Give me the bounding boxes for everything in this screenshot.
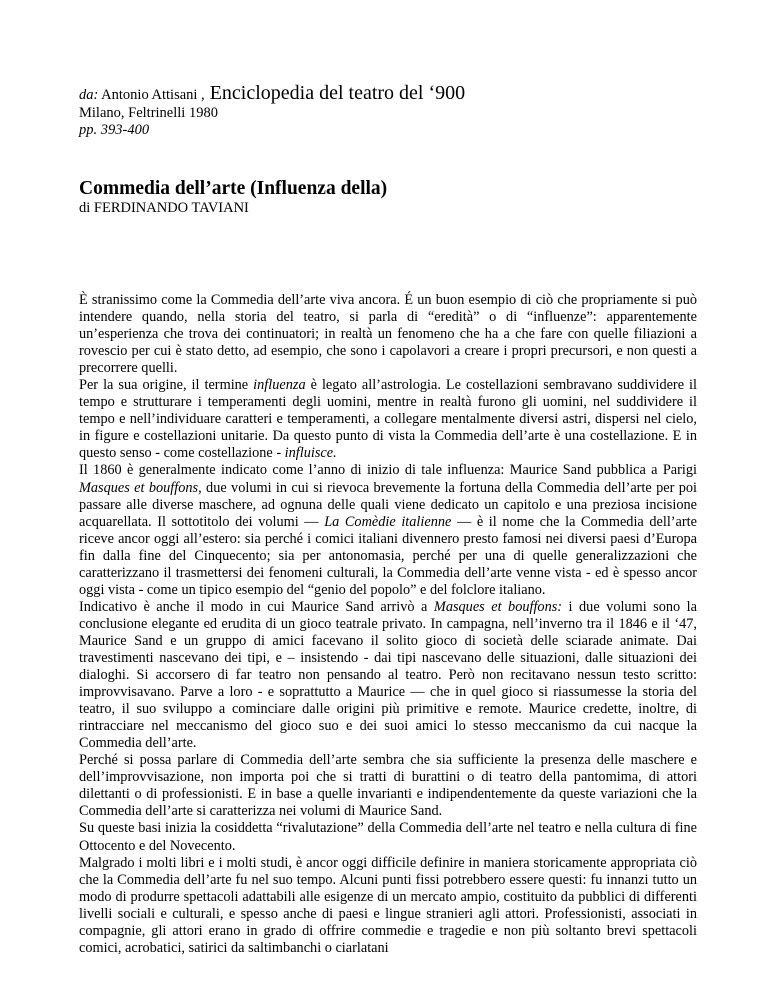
paragraph [79, 855, 697, 957]
text-segment: Il 1860 è generalmente indicato come l’anno di inizio di tale influenza: Maurice Sand pubblica a Parigi [79, 462, 697, 479]
article-title: Commedia dell’arte (Influenza della) [79, 178, 388, 199]
text-segment: — è il nome che la Commedia dell’arte riceve ancor oggi all’estero: sia perché i comici italiani divennero presto famosi nei diversi paesi d’Europa fin dalla fine del Cinquecento; sia per antonomasia, perché per una di quelle generalizzazioni che caratterizzano il trasmettersi dei fenomeni culturali, la Commedia dell’arte venne vista - ed è spesso ancor oggi vista - come un tipico esempio del “genio del popolo” e del folclore italiano. [79, 513, 697, 598]
source-pages: pp. 393-400 [79, 122, 150, 138]
paragraph [79, 752, 697, 820]
article-body [79, 292, 697, 957]
source-author: Antonio Attisani , [98, 87, 205, 103]
source-author-line [79, 83, 699, 105]
paragraph [79, 820, 697, 854]
italic-text: influisce. [284, 445, 337, 462]
paragraph [79, 292, 697, 377]
text-segment: Malgrado i molti libri e i molti studi, è ancor oggi difficile definire in maniera storicamente appropriata ciò che la Commedia dell’arte fu nel suo tempo. Alcuni punti fissi potrebbero essere questi: fu innanzi tutto un modo di produrre spettacoli adattabili alle esigenze di un mercato ampio, costituito da pubblici di differenti livelli sociali e culturali, e spesso anche di paesi e lingue stranieri agli attori. Professionisti, associati in compagnie, gli attori erano in grado di offrire commedie e tragedie e non più soltanto brevi spettacoli comici, acrobatici, satirici da saltimbanchi o ciarlatani [79, 854, 697, 956]
italic-text: Masques et bouffons, [79, 479, 202, 496]
text-segment: i due volumi sono la conclusione elegante ed erudita di un gioco teatrale privato. In campagna, nell’inverno tra il 1846 e il ‘47, Maurice Sand e un gruppo di amici facevano il solito gioco di società delle sciarade animate. Dai travestimenti nascevano dei tipi, e – insistendo - dai tipi nascevano delle situazioni, dalle situazioni dei dialoghi. Si accorsero di far teatro non pensando al teatro. Però non recitavano nessun testo scritto: improvvisavano. Parve a loro - e soprattutto a Maurice — che in quel gioco si riassumesse la storia del teatro, il suo sviluppo a cominciare dalle origini più primitive e remote. Maurice credette, inoltre, di rintracciare nel meccanismo del gioco suo e dei suoi amici lo stesso meccanismo da cui nacque la Commedia dell’arte. [79, 598, 697, 752]
text-segment: È stranissimo come la Commedia dell’arte viva ancora. É un buon esempio di ciò che propriamente si può intendere quando, nella storia del teatro, si parla di “eredità” o di “influenze”: apparentemente un’esperienza che trova dei continuatori; in realtà un fenomeno che ha a che fare con quelle filiazioni a rovescio per cui è stato detto, ad esempio, che sono i capolavori a creare i propri precursori, e non questi a precorrere quelli. [79, 292, 697, 377]
source-work-title: Enciclopedia del teatro del ‘900 [204, 82, 466, 104]
italic-text: La Comèdie italienne [324, 513, 452, 530]
article-byline: di FERDINANDO TAVIANI [79, 200, 249, 216]
text-segment: è legato all’astrologia. Le costellazioni sembravano suddividere il tempo e strutturare i temperamenti degli uomini, mentre in realtà furono gli uomini, nel suddividere il tempo e nell’individuare caratteri e temperamenti, a collegare mentalmente diversi astri, dispersi nel cielo, in figure e costellazioni unitarie. Da questo punto di vista la Commedia dell’arte è una costellazione. E in questo senso - come costellazione - [79, 377, 697, 462]
italic-text: Masques et bouffons: [433, 598, 563, 615]
source-citation [79, 83, 699, 139]
paragraph [79, 462, 697, 598]
source-publisher: Milano, Feltrinelli 1980 [79, 105, 218, 121]
paragraph [79, 377, 697, 462]
text-segment: Perché si possa parlare di Commedia dell’arte sembra che sia sufficiente la presenza delle maschere e dell’improvvisazione, non importa poi che si tratti di burattini o di teatro della pantomima, di attori dilettanti o di professionisti. E in base a quelle invarianti e indipendentemente da queste variazioni che la Commedia dell’arte si caratterizza nei volumi di Maurice Sand. [79, 752, 697, 820]
text-segment: due volumi in cui si rievoca brevemente la fortuna della Commedia dell’arte per poi passare alle diverse maschere, ad ognuna delle quali viene dedicato un capitolo e una preziosa incisione acquarellata. Il sottotitolo dei volumi — [79, 479, 697, 530]
italic-text: influenza [253, 377, 306, 394]
source-da-label: da: [79, 87, 99, 103]
text-segment: Su queste basi inizia la cosiddetta “rivalutazione” della Commedia dell’arte nel teatro e nella cultura di fine Ottocento e del Novecento. [79, 820, 697, 854]
paragraph [79, 599, 697, 752]
article-header [79, 178, 699, 217]
text-segment: Indicativo è anche il modo in cui Maurice Sand arrivò a [79, 598, 434, 615]
text-segment: Per la sua origine, il termine [79, 377, 254, 394]
